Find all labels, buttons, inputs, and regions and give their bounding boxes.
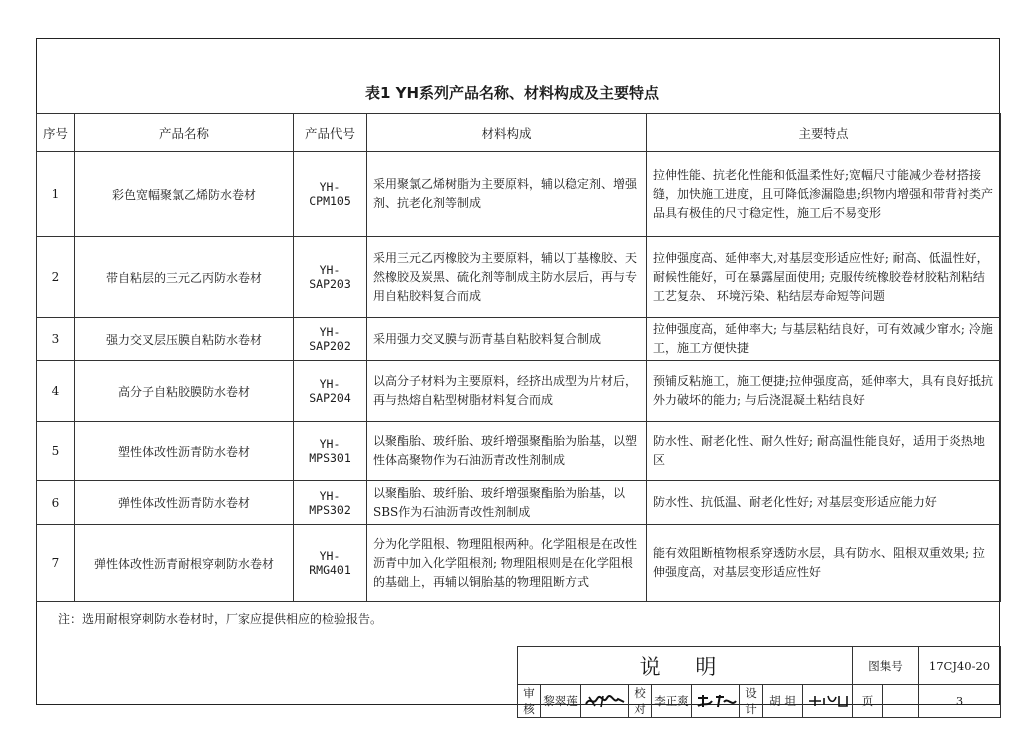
page-label: 页	[853, 685, 883, 718]
table-title: 表1 YH系列产品名称、材料构成及主要特点	[364, 84, 660, 102]
table-row	[37, 525, 1001, 602]
row-name: 带自粘层的三元乙丙防水卷材	[75, 237, 294, 318]
review-label: 审核	[518, 685, 541, 718]
row-no: 2	[37, 237, 75, 318]
table-row	[37, 237, 1001, 318]
table-row	[37, 361, 1001, 422]
product-table	[36, 113, 1001, 602]
row-code: YH-SAP202	[294, 318, 367, 361]
row-no: 3	[37, 318, 75, 361]
row-name: 彩色宽幅聚氯乙烯防水卷材	[75, 152, 294, 237]
designer-name: 胡 坦	[763, 685, 803, 718]
row-code: YH-SAP203	[294, 237, 367, 318]
check-label: 校对	[629, 685, 652, 718]
row-features: 拉伸性能、抗老化性能和低温柔性好;宽幅尺寸能减少卷材搭接缝，加快施工进度，且可降低渗漏隐患;织物内增强和带背衬类产品具有极佳的尺寸稳定性，施工后不易变形	[647, 152, 1001, 237]
reviewer-name: 黎翠莲	[541, 685, 581, 718]
row-material: 采用强力交叉膜与沥青基自粘胶料复合制成	[367, 318, 647, 361]
header-material: 材料构成	[367, 114, 647, 152]
row-no: 7	[37, 525, 75, 602]
table-header-row	[37, 114, 1001, 152]
design-label: 设计	[740, 685, 763, 718]
table-row	[37, 318, 1001, 361]
page-number: 3	[919, 685, 1001, 718]
row-material: 以聚酯胎、玻纤胎、玻纤增强聚酯胎为胎基，以塑性体高聚物作为石油沥青改性剂制成	[367, 422, 647, 481]
header-code: 产品代号	[294, 114, 367, 152]
atlas-number: 17CJ40-20	[919, 647, 1001, 685]
row-code: YH-SAP204	[294, 361, 367, 422]
atlas-label: 图集号	[853, 647, 919, 685]
row-code: YH-RMG401	[294, 525, 367, 602]
row-name: 弹性体改性沥青防水卷材	[75, 481, 294, 525]
header-name: 产品名称	[75, 114, 294, 152]
row-code: YH-MPS301	[294, 422, 367, 481]
footnote: 注：选用耐根穿刺防水卷材时，厂家应提供相应的检验报告。	[58, 612, 383, 626]
row-no: 5	[37, 422, 75, 481]
row-features: 拉伸强度高，延伸率大; 与基层粘结良好，可有效减少窜水; 冷施工，施工方便快捷	[647, 318, 1001, 361]
page-label-spacer	[883, 685, 919, 718]
row-features: 防水性、耐老化性、耐久性好; 耐高温性能良好，适用于炎热地区	[647, 422, 1001, 481]
row-name: 塑性体改性沥青防水卷材	[75, 422, 294, 481]
row-features: 能有效阻断植物根系穿透防水层，具有防水、阻根双重效果; 拉伸强度高，对基层变形适应性好	[647, 525, 1001, 602]
row-material: 以高分子材料为主要原料，经挤出成型为片材后，再与热熔自粘型树脂材料复合而成	[367, 361, 647, 422]
row-material: 采用三元乙丙橡胶为主要原料，辅以丁基橡胶、天然橡胶及炭黑、硫化剂等制成主防水层后，再与专用自粘胶料复合而成	[367, 237, 647, 318]
row-no: 6	[37, 481, 75, 525]
title-block	[517, 646, 1001, 718]
row-no: 1	[37, 152, 75, 237]
row-no: 4	[37, 361, 75, 422]
header-features: 主要特点	[647, 114, 1001, 152]
row-features: 防水性、抗低温、耐老化性好; 对基层变形适应能力好	[647, 481, 1001, 525]
row-name: 弹性体改性沥青耐根穿刺防水卷材	[75, 525, 294, 602]
table-row	[37, 422, 1001, 481]
row-features: 预铺反粘施工，施工便捷;拉伸强度高，延伸率大，具有良好抵抗外力破坏的能力; 与后浇混凝土粘结良好	[647, 361, 1001, 422]
row-material: 以聚酯胎、玻纤胎、玻纤增强聚酯胎为胎基，以SBS作为石油沥青改性剂制成	[367, 481, 647, 525]
row-material: 分为化学阻根、物理阻根两种。化学阻根是在改性沥青中加入化学阻根剂; 物理阻根则是在化学阻根的基础上，再辅以铜胎基的物理阻断方式	[367, 525, 647, 602]
row-name: 强力交叉层压膜自粘防水卷材	[75, 318, 294, 361]
table-row	[37, 481, 1001, 525]
sheet-title: 说 明	[518, 647, 853, 685]
row-material: 采用聚氯乙烯树脂为主要原料，辅以稳定剂、增强剂、抗老化剂等制成	[367, 152, 647, 237]
row-code: YH-CPM105	[294, 152, 367, 237]
row-features: 拉伸强度高、延伸率大,对基层变形适应性好; 耐高、低温性好，耐候性能好，可在暴露屋面使用; 克服传统橡胶卷材胶粘剂粘结工艺复杂、 环境污染、粘结层寿命短等问题	[647, 237, 1001, 318]
checker-name: 李正爽	[652, 685, 692, 718]
row-code: YH-MPS302	[294, 481, 367, 525]
header-no: 序号	[37, 114, 75, 152]
table-row	[37, 152, 1001, 237]
designer-signature	[803, 685, 853, 718]
reviewer-signature	[581, 685, 629, 718]
row-name: 高分子自粘胶膜防水卷材	[75, 361, 294, 422]
checker-signature	[692, 685, 740, 718]
